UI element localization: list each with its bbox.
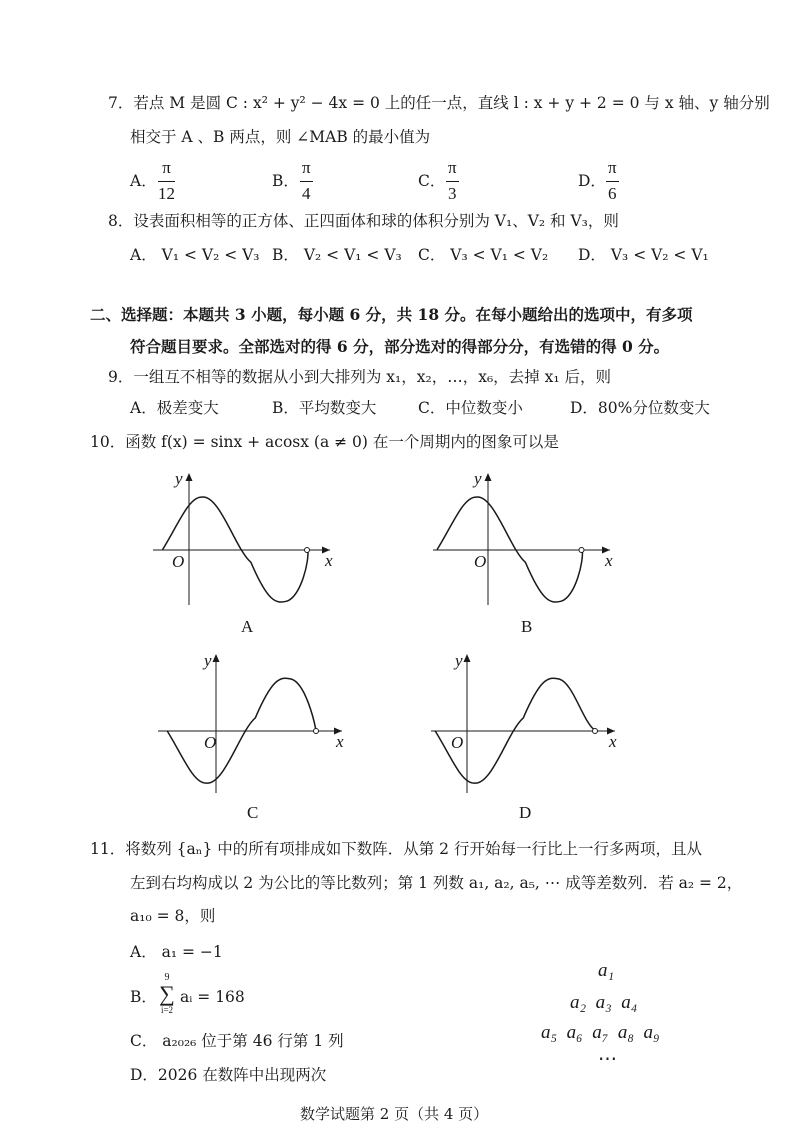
q7-option-c-den: 3 (448, 184, 457, 203)
section2-heading-line2: 符合题目要求。全部选对的得 6 分，部分选对的得部分分，有选错的得 0 分。 (130, 337, 670, 356)
array-cell: a₅ (541, 1022, 558, 1043)
q10-graph-b (425, 465, 625, 615)
q10-graph-b-caption: B (521, 617, 533, 636)
q8-stem: 8．设表面积相等的正方体、正四面体和球的体积分别为 V₁、V₂ 和 V₃，则 (108, 212, 619, 230)
q10-graph-a-caption: A (241, 617, 254, 636)
q10-graph-a-x-label: x (325, 551, 333, 570)
q7-option-b-letter: B． (272, 172, 299, 190)
q7-option-c-fraction (446, 158, 459, 204)
q7-option-b-num: π (302, 158, 311, 177)
array-cell: a₇ (592, 1022, 609, 1043)
page-footer: 数学试题第 2 页（共 4 页） (300, 1105, 489, 1123)
array-cell: a₆ (566, 1022, 583, 1043)
q7-option-d-fraction (606, 158, 619, 204)
q9-option-a: A．极差变大 (130, 399, 219, 417)
q10-graph-d-x-label: x (609, 732, 617, 751)
section2-heading-line1: 二、选择题：本题共 3 小题，每小题 6 分，共 18 分。在每小题给出的选项中，有多项 (90, 305, 693, 324)
q10-graph-c-caption: C (247, 803, 259, 822)
array-row-4 (598, 1048, 617, 1071)
q11-stem-line3: a₁₀ = 8，则 (130, 907, 216, 925)
array-cell: a₁ (598, 960, 615, 981)
q10-graph-b-x-label: x (605, 551, 613, 570)
q7-stem-line1: 7．若点 M 是圆 C : x² + y² − 4x = 0 上的任一点，直线 l : x + y + 2 = 0 与 x 轴、y 轴分别 (108, 94, 770, 112)
array-cell: a₈ (617, 1022, 634, 1043)
array-cell: a₂ (570, 992, 587, 1013)
q10-graph-d (423, 648, 623, 808)
sigma-icon: ∑ (159, 981, 175, 1006)
q11-stem-line1: 11．将数列 {aₙ} 中的所有项排成如下数阵．从第 2 行开始每一行比上一行多两项，且从 (90, 840, 702, 858)
q11-option-b-sum-top: 9 (164, 972, 170, 983)
q7-option-b-fraction (300, 158, 313, 204)
q9-option-d: D．80%分位数变大 (570, 399, 710, 417)
q11-stem-line2: 左到右均构成以 2 为公比的等比数列；第 1 列数 a₁, a₂, a₅, ⋯ 成等差数列．若 a₂ = 2， (130, 874, 743, 892)
array-cell: ⋯ (598, 1049, 617, 1070)
array-cell: a₄ (621, 992, 638, 1013)
q8-option-d: D． V₃ < V₂ < V₁ (578, 246, 709, 264)
array-row-3 (541, 1022, 660, 1044)
array-row-2 (570, 992, 637, 1014)
q11-option-a: A． a₁ = −1 (130, 943, 223, 961)
q10-graph-d-y-label: y (455, 651, 463, 670)
array-cell: a₃ (595, 992, 612, 1013)
q10-graph-d-origin: O (451, 733, 464, 752)
array-cell: a₉ (643, 1022, 660, 1043)
q10-graph-c-y-label: y (204, 651, 212, 670)
q11-option-b-letter: B． (130, 988, 157, 1006)
q7-option-a-num: π (162, 158, 171, 177)
q11-option-c: C． a₂₀₂₆ 位于第 46 行第 1 列 (130, 1032, 344, 1050)
q11-option-b-sum-bottom: i=2 (160, 1005, 174, 1015)
q10-graph-b-y-label: y (474, 469, 482, 488)
q11-option-b-sum (156, 973, 178, 1015)
q7-option-a-letter: A． (130, 172, 157, 190)
q10-graph-c-origin: O (204, 733, 217, 752)
q7-option-d-letter: D． (578, 172, 606, 190)
q9-option-c: C．中位数变小 (418, 399, 523, 417)
q10-graph-a-origin: O (172, 552, 185, 571)
q7-option-a-den: 12 (158, 184, 175, 203)
q10-graph-c (150, 648, 350, 808)
q7-option-c-num: π (448, 158, 457, 177)
q9-stem: 9．一组互不相等的数据从小到大排列为 x₁，x₂，…，x₆，去掉 x₁ 后，则 (108, 368, 611, 386)
array-row-1 (598, 960, 614, 982)
q7-option-d-den: 6 (608, 184, 617, 203)
q7-option-c-letter: C． (418, 172, 446, 190)
q9-option-b: B．平均数变大 (272, 399, 377, 417)
q11-option-b-expr: aᵢ = 168 (180, 988, 245, 1006)
q7-stem-line2: 相交于 A 、B 两点，则 ∠MAB 的最小值为 (130, 128, 431, 146)
q10-graph-d-caption: D (519, 803, 532, 822)
q8-option-b: B． V₂ < V₁ < V₃ (272, 246, 402, 264)
q8-option-a: A． V₁ < V₂ < V₃ (130, 246, 260, 264)
q10-graph-b-origin: O (474, 552, 487, 571)
q7-option-d-num: π (608, 158, 617, 177)
q10-graph-c-x-label: x (336, 732, 344, 751)
q7-option-a-fraction (158, 158, 175, 204)
q10-stem: 10．函数 f(x) = sinx + acosx (a ≠ 0) 在一个周期内的图象可以是 (90, 433, 559, 451)
q11-option-d: D．2026 在数阵中出现两次 (130, 1066, 327, 1084)
q7-option-b-den: 4 (302, 184, 311, 203)
q10-graph-a-y-label: y (175, 469, 183, 488)
q8-option-c: C． V₃ < V₁ < V₂ (418, 246, 549, 264)
